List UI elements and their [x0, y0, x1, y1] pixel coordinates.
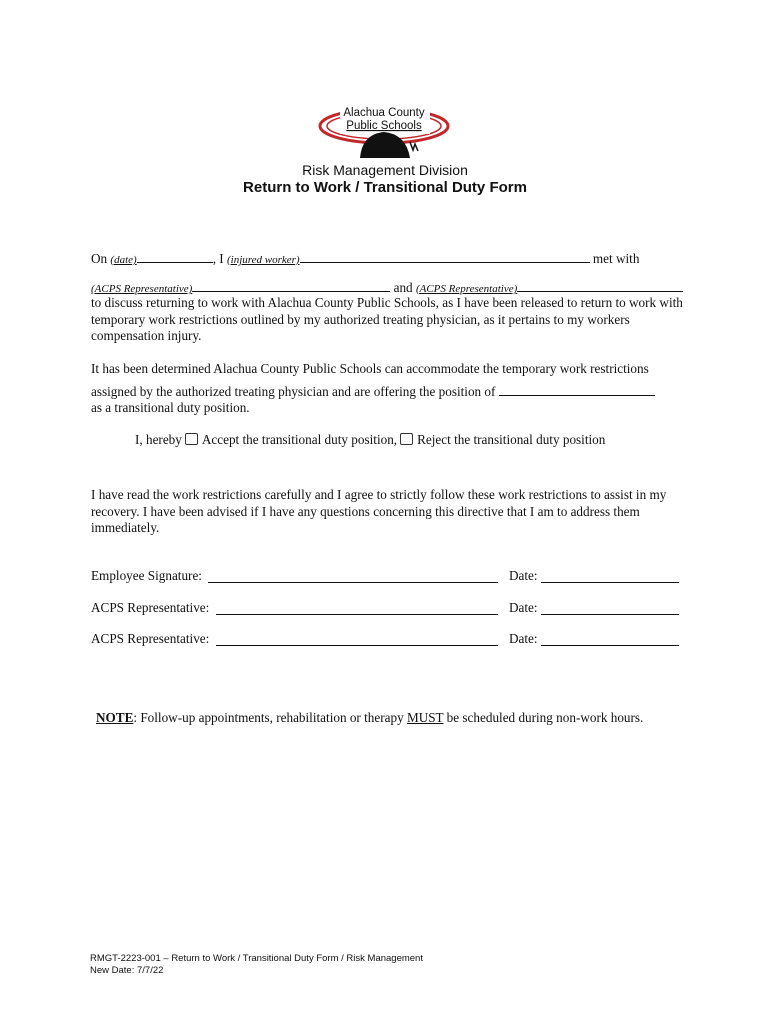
- signature-row-rep-2: [91, 631, 691, 649]
- rep-1-signature-label: ACPS Representative:: [91, 600, 210, 615]
- injured-worker-field[interactable]: [300, 251, 590, 263]
- determination-line-3: as a transitional duty position.: [91, 400, 250, 415]
- position-field[interactable]: [499, 384, 655, 396]
- acps-logo: [318, 104, 452, 162]
- logo-graphic: [318, 104, 452, 162]
- footer-line-1: RMGT-2223-001 – Return to Work / Transitional Duty Form / Risk Management: [90, 953, 423, 964]
- note-label: NOTE: [96, 710, 134, 725]
- signature-row-employee: [91, 568, 691, 586]
- employee-date-label: Date:: [509, 568, 538, 583]
- rep-hint-2: (ACPS Representative): [415, 283, 518, 295]
- note-must: MUST: [406, 710, 444, 725]
- choice-row: [135, 432, 605, 448]
- date-field[interactable]: [137, 251, 213, 263]
- note: [96, 710, 643, 726]
- employee-date-field[interactable]: [541, 568, 679, 583]
- footer-line-2: New Date: 7/7/22: [90, 965, 164, 976]
- employee-signature-label: Employee Signature:: [91, 568, 202, 583]
- intro-line-1: [91, 251, 639, 268]
- acknowledgement-paragraph: I have read the work restrictions carefully and I agree to strictly follow these work restrictions to assist in my recovery. I have been advised if I have any questions concerning this directive that I am to address them immediately.: [91, 487, 667, 535]
- note-text-before: : Follow-up appointments, rehabilitation or therapy: [133, 710, 407, 725]
- division-name: Risk Management Division: [302, 162, 468, 178]
- rep-2-date-field[interactable]: [541, 631, 679, 646]
- rep-2-signature-field[interactable]: [216, 631, 498, 646]
- acps-rep-2-field[interactable]: [517, 280, 683, 292]
- met-with-label: met with: [592, 251, 640, 266]
- date-hint: (date): [110, 254, 137, 266]
- accept-checkbox[interactable]: [185, 433, 198, 445]
- employee-signature-field[interactable]: [208, 568, 498, 583]
- hereby-label: I, hereby: [135, 432, 182, 447]
- signature-row-rep-1: [91, 600, 691, 618]
- worker-hint: (injured worker): [226, 254, 300, 266]
- rep-1-date-label: Date:: [509, 600, 538, 615]
- rep-2-signature-label: ACPS Representative:: [91, 631, 210, 646]
- reject-checkbox[interactable]: [400, 433, 413, 445]
- rep-hint-1: (ACPS Representative): [91, 283, 193, 295]
- position-label: assigned by the authorized treating physician and are offering the position of: [91, 384, 496, 399]
- comma-i-label: , I: [212, 251, 224, 266]
- logo-text-line1: Alachua County: [343, 107, 425, 119]
- rep-1-date-field[interactable]: [541, 600, 679, 615]
- reject-label: Reject the transitional duty position: [417, 432, 606, 447]
- acps-rep-1-field[interactable]: [192, 280, 390, 292]
- determination-line-1: It has been determined Alachua County Public Schools can accommodate the temporary work restrictions: [91, 361, 649, 376]
- note-text-after: be scheduled during non-work hours.: [443, 710, 644, 725]
- on-label: On: [91, 251, 108, 266]
- logo-text-line2: Public Schools: [346, 120, 422, 132]
- footer: [90, 953, 423, 977]
- intro-paragraph: to discuss returning to work with Alachua County Public Schools, as I have been released to return to work with temporary work restrictions outlined by my authorized treating physician, as it pertains to my workers compensation injury.: [91, 295, 683, 343]
- accept-label: Accept the transitional duty position,: [201, 432, 398, 447]
- and-label: and: [393, 280, 413, 295]
- form-title: Return to Work / Transitional Duty Form: [243, 179, 527, 196]
- determination-line-2: [91, 384, 655, 400]
- rep-2-date-label: Date:: [509, 631, 538, 646]
- rep-1-signature-field[interactable]: [216, 600, 498, 615]
